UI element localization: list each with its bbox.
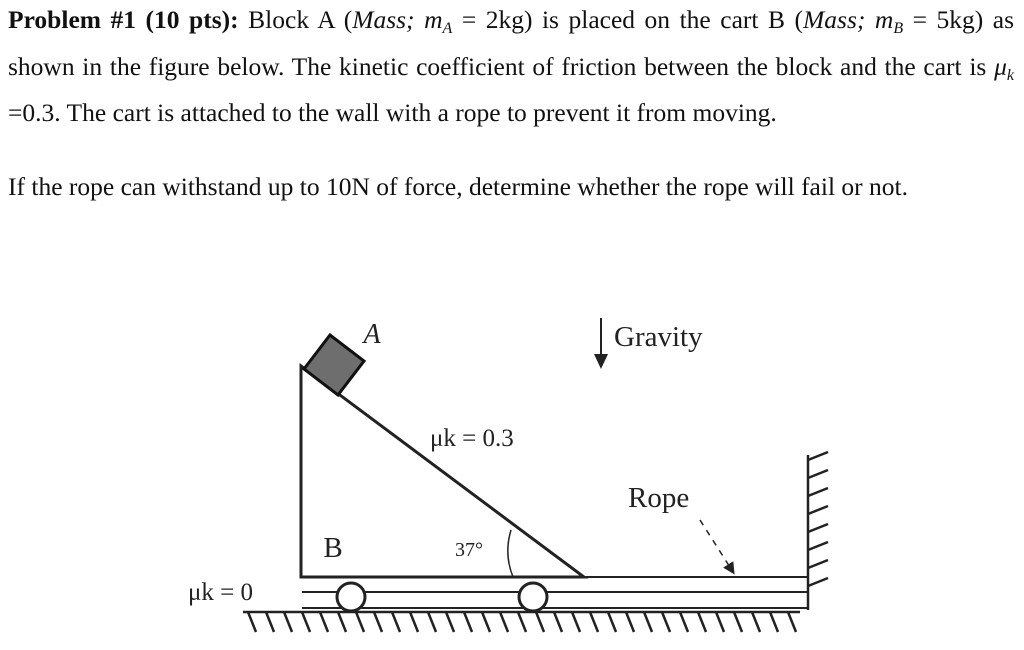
mass-a-word: Mass;	[352, 5, 415, 34]
mass-b-subscript: B	[893, 20, 904, 37]
rail	[302, 592, 808, 608]
mass-a-symbol: m	[424, 5, 443, 34]
rope-pointer-arrow	[700, 520, 733, 572]
p1-part-a: Block A (	[248, 5, 353, 34]
mu-symbol: μ	[994, 51, 1007, 81]
p1-part-b: (	[794, 5, 804, 34]
label-b: B	[323, 532, 343, 564]
label-a: A	[363, 319, 381, 350]
mass-b-symbol: m	[874, 5, 894, 34]
problem-heading: Problem #1 (10 pts):	[8, 5, 239, 34]
p1-part-c: =0.3. The cart is attached to the wall with a rope to prevent it from moving.	[8, 98, 777, 127]
mu-incline-label: μk = 0.3	[430, 425, 514, 452]
mass-a-value: = 2kg) is placed on the cart B	[452, 5, 785, 34]
wall	[808, 452, 828, 610]
cart-b-wedge	[301, 366, 808, 577]
cart-wheel-right	[519, 583, 547, 611]
gravity-label: Gravity	[614, 321, 703, 353]
rope-label: Rope	[628, 482, 690, 514]
angle-label: 37°	[455, 539, 483, 561]
mu-subscript: k	[1006, 66, 1014, 84]
ground-hatching	[243, 612, 800, 632]
problem-paragraph-2: If the rope can withstand up to 10N of force, determine whether the rope will fail or not.	[8, 172, 908, 201]
mass-b-value: = 5kg) as shown in the figure below. The kinetic coefficient of friction between the block and the cart is	[8, 5, 1015, 81]
mu-ground-label: μk = 0	[188, 579, 254, 606]
mass-b-word: Mass;	[803, 5, 866, 34]
gravity-arrow	[594, 318, 608, 369]
mass-a-subscript: A	[442, 20, 453, 37]
cart-wheel-left	[337, 583, 365, 611]
